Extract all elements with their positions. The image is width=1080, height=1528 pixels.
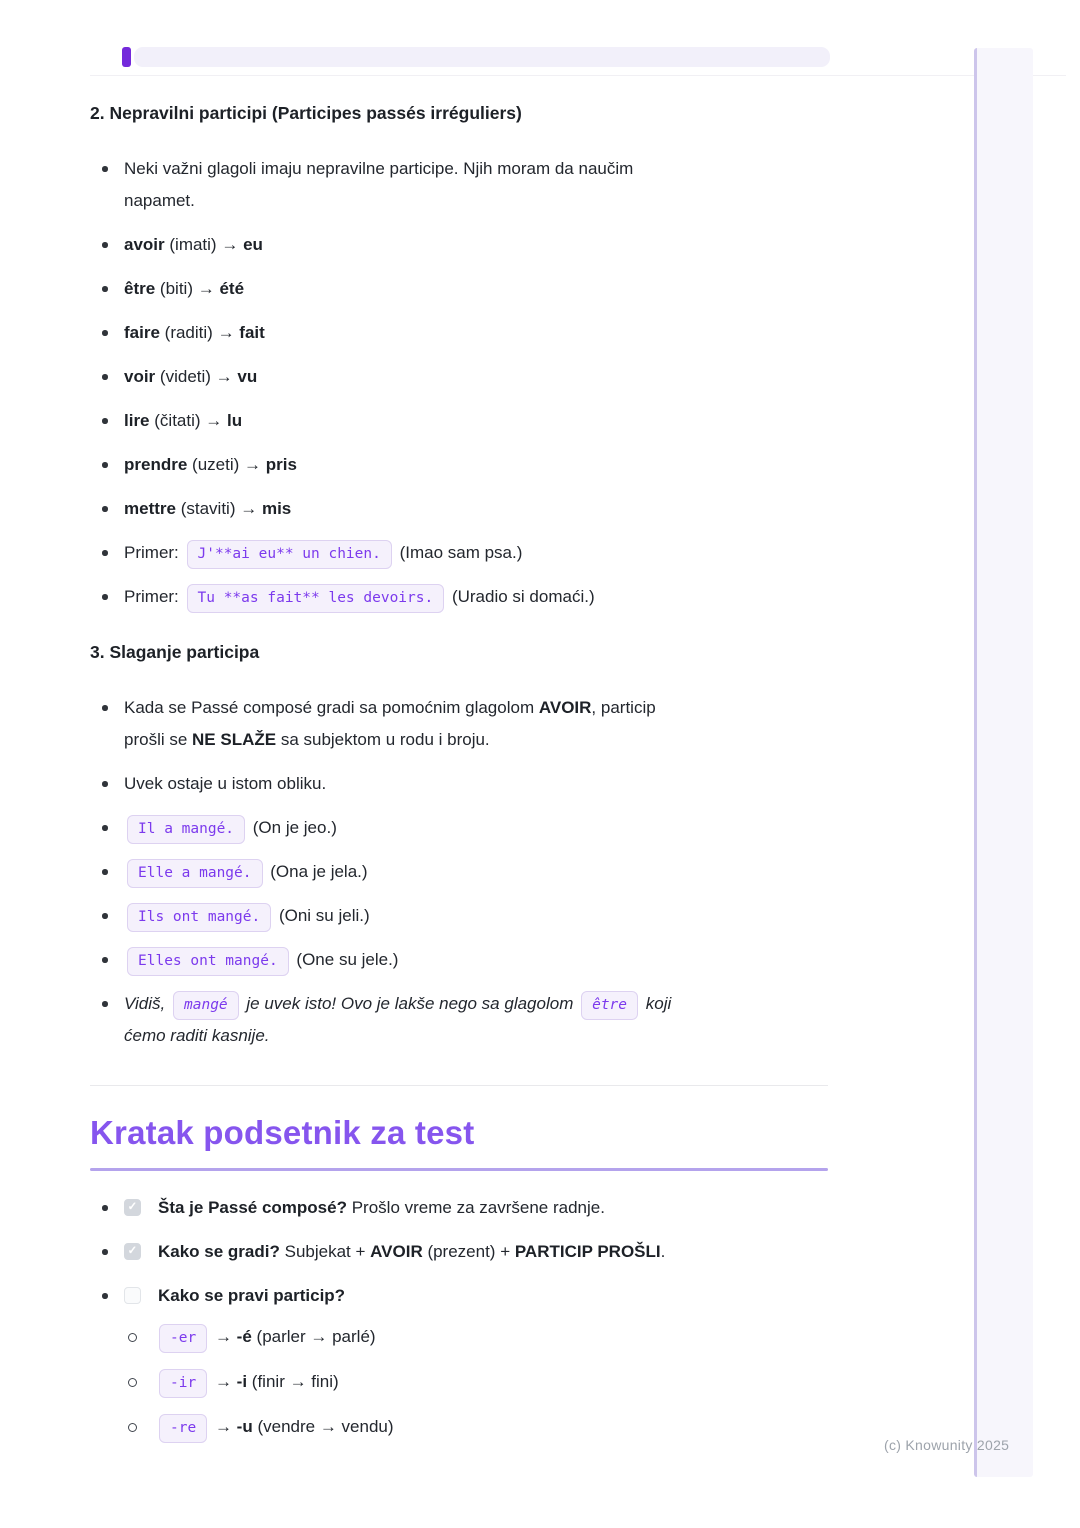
checklist-item xyxy=(90,1192,830,1223)
agreement-list xyxy=(90,692,830,1052)
checklist-text xyxy=(158,1192,830,1223)
example-item xyxy=(90,812,830,844)
example-text xyxy=(124,900,830,932)
rule-text: Uvek ostaje u istom obliku. xyxy=(124,774,327,793)
verb-text xyxy=(124,229,830,261)
primer-gloss: (Imao sam psa.) xyxy=(399,543,523,562)
checklist-answer: Prošlo vreme za završene radnje. xyxy=(351,1198,605,1217)
arrow-right-icon: → xyxy=(215,367,233,386)
rule-ne-slaze: NE SLAŽE xyxy=(192,730,277,749)
verb-participle: pris xyxy=(265,455,297,474)
checklist-text xyxy=(158,1280,830,1311)
hollow-bullet-icon xyxy=(128,1423,137,1432)
verb-translation: (videti) xyxy=(159,367,211,386)
example-text xyxy=(124,944,830,976)
irregular-participles-list xyxy=(90,153,830,613)
primer-gloss: (Uradio si domaći.) xyxy=(451,587,595,606)
code-snippet: -er xyxy=(159,1324,207,1353)
example-item xyxy=(90,944,830,976)
checklist-item xyxy=(90,1280,830,1311)
rule-item xyxy=(90,692,830,756)
bullet-icon xyxy=(90,1192,124,1211)
verb-translation: (biti) xyxy=(159,279,193,298)
rule-segment: sa subjektom u rodu i broju. xyxy=(276,730,490,749)
hollow-bullet-icon xyxy=(128,1378,137,1387)
bullet-icon xyxy=(90,692,124,756)
page-title-reminder: Kratak podsetnik za test xyxy=(90,1114,475,1151)
code-snippet: -ir xyxy=(159,1369,207,1398)
note-segment: koji xyxy=(645,994,672,1013)
verb-text xyxy=(124,405,830,437)
checkbox[interactable] xyxy=(124,1199,141,1216)
primer-label: Primer: xyxy=(124,543,179,562)
example-text xyxy=(124,856,830,888)
document-content xyxy=(90,0,830,1443)
note-text xyxy=(124,988,830,1052)
ending-result: -i xyxy=(236,1372,248,1391)
verb-infinitive: avoir xyxy=(124,235,165,254)
verb-translation: (imati) xyxy=(169,235,217,254)
bullet-icon xyxy=(90,273,124,305)
verb-translation: (staviti) xyxy=(180,499,236,518)
primer-text xyxy=(124,537,830,569)
verb-item xyxy=(90,493,830,525)
example-gloss: (On je jeo.) xyxy=(252,818,337,837)
rule-segment: prošli se xyxy=(124,730,193,749)
arrow-right-icon: → xyxy=(197,279,215,298)
arrow-right-icon: → xyxy=(244,455,261,474)
arrow-right-icon: → xyxy=(221,235,239,254)
code-snippet: -re xyxy=(159,1414,207,1443)
verb-translation: (uzeti) xyxy=(192,455,240,474)
checklist-item xyxy=(90,1236,830,1267)
verb-participle: mis xyxy=(261,499,292,518)
ending-example: (vendre → vendu) xyxy=(257,1417,394,1436)
intro-line-2: napamet. xyxy=(124,191,195,210)
right-scrollbar-track[interactable] xyxy=(974,48,1033,1477)
verb-participle: lu xyxy=(227,411,243,430)
bullet-icon xyxy=(90,900,124,932)
answer-segment: (prezent) + xyxy=(422,1242,515,1261)
primer-label: Primer: xyxy=(124,587,179,606)
answer-segment: . xyxy=(660,1242,666,1261)
checklist-question: Šta je Passé composé? xyxy=(158,1198,347,1217)
verb-participle: vu xyxy=(237,367,258,386)
verb-infinitive: faire xyxy=(124,323,160,342)
verb-translation: (raditi) xyxy=(164,323,213,342)
bullet-icon xyxy=(90,317,124,349)
ending-example: (parler → parlé) xyxy=(256,1327,376,1346)
verb-participle: fait xyxy=(239,323,265,342)
verb-item xyxy=(90,361,830,393)
bullet-icon xyxy=(90,153,124,217)
verb-infinitive: prendre xyxy=(124,455,188,474)
verb-item xyxy=(90,273,830,305)
ending-text xyxy=(156,1366,830,1398)
example-gloss: (Ona je jela.) xyxy=(270,862,368,881)
verb-translation: (čitati) xyxy=(154,411,201,430)
verb-item xyxy=(90,449,830,481)
example-gloss: (One su jele.) xyxy=(296,950,399,969)
verb-infinitive: être xyxy=(124,279,156,298)
checkbox[interactable] xyxy=(124,1287,141,1304)
list-item-text xyxy=(124,153,830,217)
verb-text xyxy=(124,449,830,481)
checklist-question: Kako se pravi particip? xyxy=(158,1286,346,1305)
verb-participle: eu xyxy=(243,235,263,254)
checklist-question: Kako se gradi? xyxy=(158,1242,280,1261)
arrow-right-icon: → xyxy=(214,1327,232,1346)
ending-result: -é xyxy=(236,1327,252,1346)
ending-item xyxy=(90,1366,830,1398)
ending-text xyxy=(156,1321,830,1353)
verb-participle: été xyxy=(219,279,245,298)
hollow-bullet-icon xyxy=(128,1333,137,1342)
answer-avoir: AVOIR xyxy=(370,1242,423,1261)
bullet-icon xyxy=(90,405,124,437)
check-icon: ✓ xyxy=(127,1244,138,1257)
verb-text xyxy=(124,317,830,349)
code-snippet: Elles ont mangé. xyxy=(127,947,289,976)
bullet-icon xyxy=(90,537,124,569)
bullet-icon xyxy=(90,229,124,261)
code-snippet: être xyxy=(581,991,638,1020)
verb-infinitive: mettre xyxy=(124,499,176,518)
code-snippet: J'**ai eu** un chien. xyxy=(187,540,392,569)
rule-segment: Kada se Passé composé gradi sa pomoćnim glagolom xyxy=(124,698,539,717)
code-snippet: mangé xyxy=(173,991,239,1020)
arrow-right-icon: → xyxy=(205,411,223,430)
bullet-icon xyxy=(90,768,124,800)
section-heading-irregular-participles: 2. Nepravilni participi (Participes passés irréguliers) xyxy=(90,103,522,123)
bullet-icon xyxy=(90,449,124,481)
verb-text xyxy=(124,493,830,525)
title-underline xyxy=(90,1168,828,1171)
primer-item xyxy=(90,537,830,569)
bullet-icon xyxy=(90,493,124,525)
example-item xyxy=(90,856,830,888)
bullet-icon xyxy=(90,856,124,888)
rule-avoir: AVOIR xyxy=(538,698,592,717)
verb-infinitive: lire xyxy=(124,411,150,430)
answer-segment: Subjekat + xyxy=(284,1242,371,1261)
verb-text xyxy=(124,273,830,305)
verb-infinitive: voir xyxy=(124,367,156,386)
reminder-checklist xyxy=(90,1192,830,1311)
bullet-icon xyxy=(90,1236,124,1255)
copyright-text: (c) Knowunity 2025 xyxy=(884,1437,1010,1453)
example-item xyxy=(90,900,830,932)
arrow-right-icon: → xyxy=(217,323,235,342)
arrow-right-icon: → xyxy=(214,1372,232,1391)
section-heading-agreement: 3. Slaganje participa xyxy=(90,642,260,662)
list-item-intro xyxy=(90,153,830,217)
verb-item xyxy=(90,405,830,437)
ending-example: (finir → fini) xyxy=(251,1372,339,1391)
bullet-icon xyxy=(90,944,124,976)
rule-text xyxy=(124,692,830,756)
arrow-right-icon: → xyxy=(214,1417,232,1436)
example-text xyxy=(124,812,830,844)
code-snippet: Elle a mangé. xyxy=(127,859,263,888)
ending-result: -u xyxy=(236,1417,253,1436)
checklist-text xyxy=(158,1236,830,1267)
note-segment: Vidiš, xyxy=(124,994,166,1013)
code-snippet: Il a mangé. xyxy=(127,815,245,844)
bullet-icon xyxy=(90,361,124,393)
endings-sublist xyxy=(90,1321,830,1443)
bullet-icon xyxy=(90,988,124,1052)
bullet-icon xyxy=(90,581,124,613)
answer-participle: PARTICIP PROŠLI xyxy=(514,1242,661,1261)
code-snippet: Tu **as fait** les devoirs. xyxy=(187,584,445,613)
section-divider xyxy=(90,1085,828,1086)
example-gloss: (Oni su jeli.) xyxy=(278,906,370,925)
check-icon: ✓ xyxy=(127,1200,138,1213)
ending-item xyxy=(90,1321,830,1353)
bullet-icon xyxy=(90,1280,124,1299)
rule-item xyxy=(90,768,830,800)
arrow-right-icon: → xyxy=(240,499,258,518)
verb-item xyxy=(90,317,830,349)
note-segment: ćemo raditi kasnije. xyxy=(124,1026,270,1045)
intro-line-1: Neki važni glagoli imaju nepravilne participe. Njih moram da naučim xyxy=(124,159,634,178)
note-segment: je uvek isto! Ovo je lakše nego sa glagolom xyxy=(246,994,574,1013)
checkbox[interactable] xyxy=(124,1243,141,1260)
verb-text xyxy=(124,361,830,393)
primer-item xyxy=(90,581,830,613)
verb-item xyxy=(90,229,830,261)
rule-segment: , particip xyxy=(591,698,656,717)
code-snippet: Ils ont mangé. xyxy=(127,903,271,932)
bullet-icon xyxy=(90,812,124,844)
note-item xyxy=(90,988,830,1052)
ending-item xyxy=(90,1411,830,1443)
ending-text xyxy=(156,1411,830,1443)
primer-text xyxy=(124,581,830,613)
